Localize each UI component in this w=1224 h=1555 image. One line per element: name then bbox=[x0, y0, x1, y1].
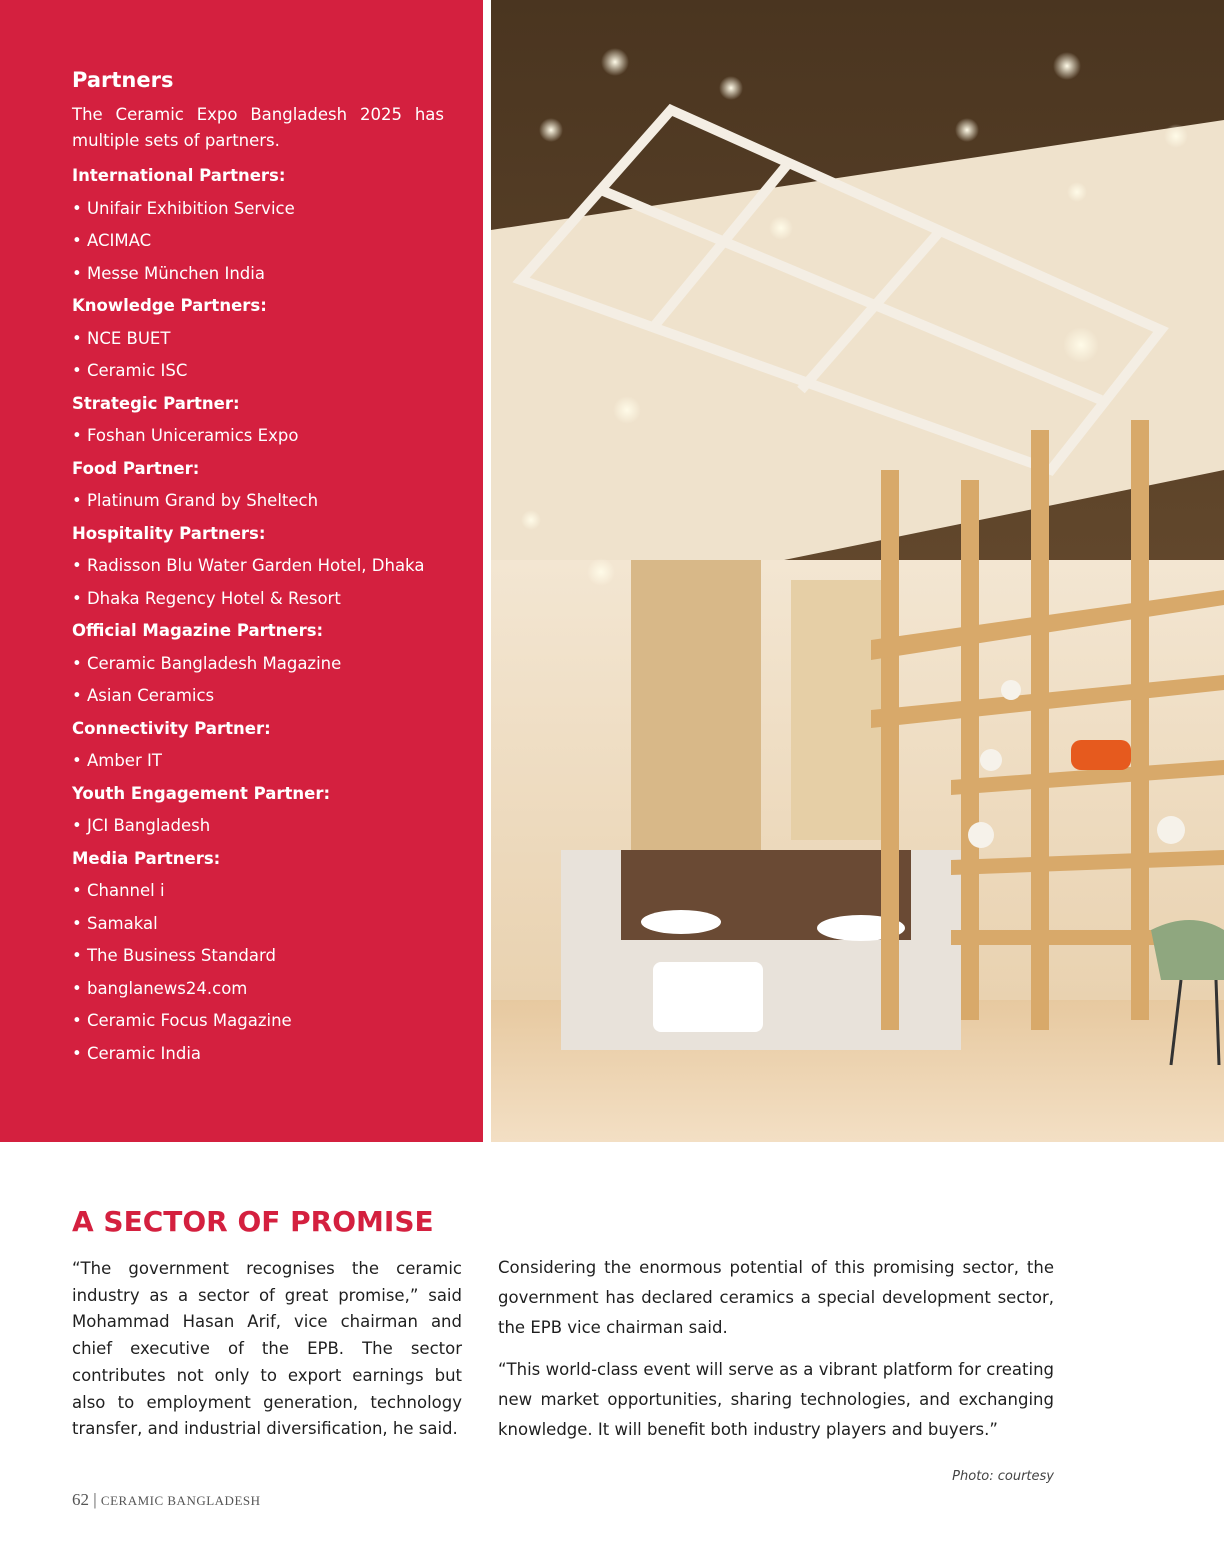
partner-list-item: • Ceramic Bangladesh Magazine bbox=[72, 653, 342, 673]
partners-title: Partners bbox=[72, 68, 174, 92]
partner-list-item: • Unifair Exhibition Service bbox=[72, 198, 295, 218]
partner-list-item: • Channel i bbox=[72, 881, 165, 900]
footer-separator: | bbox=[93, 1490, 97, 1509]
partner-category-heading: Strategic Partner: bbox=[72, 393, 240, 413]
partner-list-item: • Ceramic Focus Magazine bbox=[72, 1011, 292, 1030]
partner-list-item: • banglanews24.com bbox=[72, 978, 248, 998]
body-right-paragraph-2: “This world-class event will serve as a vibrant platform for creating new market opportunities, sharing technologies, and exchanging knowledge. It will benefit both industry players and buyers.” bbox=[498, 1360, 1054, 1439]
partner-list-item: • Dhaka Regency Hotel & Resort bbox=[72, 588, 341, 608]
partner-category-heading: International Partners: bbox=[72, 166, 286, 185]
partner-category-heading: Hospitality Partners: bbox=[72, 523, 266, 543]
partner-category-heading: Official Magazine Partners: bbox=[72, 621, 324, 640]
partner-category-heading: Knowledge Partners: bbox=[72, 296, 267, 315]
partner-list-item: • JCI Bangladesh bbox=[72, 816, 211, 835]
exhibition-booth-image bbox=[491, 0, 1224, 1142]
body-left-paragraph: “The government recognises the ceramic industry as a sector of great promise,” said Mohammad Hasan Arif, vice chairman and chief executive of the EPB. The sector contributes not only to export earnings but also to employment generation, technology transfer, and industrial diversification, he said. bbox=[72, 1259, 462, 1439]
partners-section bbox=[72, 64, 444, 1070]
partner-category-heading: Youth Engagement Partner: bbox=[72, 783, 331, 803]
partner-list-item: • Samakal bbox=[72, 913, 158, 933]
partner-category-heading: Media Partners: bbox=[72, 848, 221, 868]
partner-list-item: • Ceramic India bbox=[72, 1043, 202, 1063]
publication-name: CERAMIC BANGLADESH bbox=[100, 1493, 261, 1508]
partner-list-item: • The Business Standard bbox=[72, 946, 276, 965]
page-number: 62 bbox=[72, 1490, 89, 1509]
body-right-column bbox=[498, 1253, 1054, 1457]
partner-list-item: • Amber IT bbox=[72, 751, 162, 770]
partner-list-item: • Radisson Blu Water Garden Hotel, Dhaka bbox=[72, 556, 425, 575]
page-footer bbox=[72, 1490, 261, 1510]
partner-list-item: • Platinum Grand by Sheltech bbox=[72, 491, 319, 510]
partner-list-item: • NCE BUET bbox=[72, 328, 171, 348]
section-title: A SECTOR OF PROMISE bbox=[72, 1205, 434, 1238]
partner-list-item: • Ceramic ISC bbox=[72, 361, 188, 380]
partner-category-heading: Food Partner: bbox=[72, 458, 200, 478]
partners-intro: The Ceramic Expo Bangladesh 2025 has multiple sets of partners. bbox=[72, 105, 444, 150]
body-right-paragraph-1: Considering the enormous potential of this promising sector, the government has declared ceramics a special development sector, the EPB vice chairman said. bbox=[498, 1258, 1054, 1337]
partner-list bbox=[72, 160, 444, 1070]
photo-credit: Photo: courtesy bbox=[952, 1469, 1054, 1484]
partner-category-heading: Connectivity Partner: bbox=[72, 718, 271, 738]
partner-list-item: • ACIMAC bbox=[72, 231, 152, 250]
partner-list-item: • Messe München India bbox=[72, 263, 265, 283]
exhibition-photo bbox=[491, 0, 1224, 1142]
partner-list-item: • Foshan Uniceramics Expo bbox=[72, 426, 299, 445]
partner-list-item: • Asian Ceramics bbox=[72, 686, 215, 705]
